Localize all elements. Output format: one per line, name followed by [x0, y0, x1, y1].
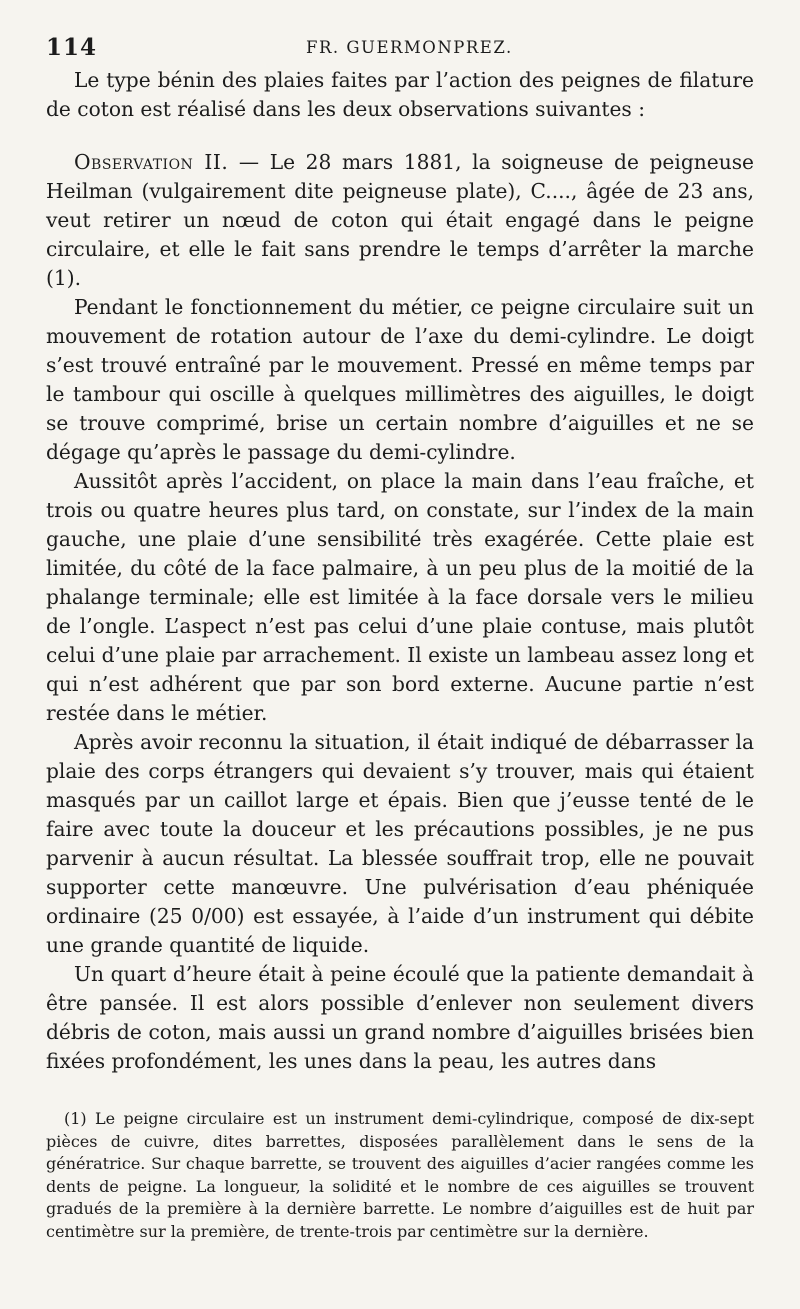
- observation-label: Observation II.: [74, 150, 229, 174]
- intro-paragraph: Le type bénin des plaies faites par l’action des peignes de filature de coton est réalisé dans les deux observations suivantes :: [46, 68, 754, 121]
- footnote-1: (1) Le peigne circulaire est un instrument demi-cylindrique, composé de dix-sept pièces de cuivre, dites barrettes, disposées parallèlement dans le sens de la génératrice. Sur chaque barrette, se trouvent des aiguilles d’acier rangées comme les dents de peigne. La longueur, la solidité et le nombre de ces aiguilles se trouvent gradués de la première à la dernière barrette. Le nombre d’aiguilles est de huit par centimètre sur la première, de trente-trois par centimètre sur la dernière.: [46, 1109, 754, 1241]
- paragraph-mechanism: Pendant le fonctionnement du métier, ce peigne circulaire suit un mouvement de rotation autour de l’axe du demi-cylindre. Le doigt s’est trouvé entraîné par le mouvement. Pressé en même temps par le tambour qui oscille à quelques millimètres des aiguilles, le doigt se trouve comprimé, brise un certain nombre d’aiguilles et ne se dégage qu’après le passage du demi-cylindre.: [46, 295, 754, 464]
- paragraph-treatment: Après avoir reconnu la situation, il était indiqué de débarrasser la plaie des corps étrangers qui devaient s’y trouver, mais qui étaient masqués par un caillot large et épais. Bien que j’eusse tenté de le faire avec toute la douceur et les précautions possibles, je ne pus parvenir à aucun résultat. La blessée souffrait trop, elle ne pouvait supporter cette manœuvre. Une pulvérisation d’eau phéniquée ordinaire (25 0/00) est essayée, à l’aide d’un instrument qui débite une grande quantité de liquide.: [46, 730, 754, 957]
- page-number: 114: [46, 34, 98, 61]
- observation-paragraph: [46, 148, 754, 293]
- paragraph-wound: Aussitôt après l’accident, on place la main dans l’eau fraîche, et trois ou quatre heures plus tard, on constate, sur l’index de la main gauche, une plaie d’une sensibilité très exagérée. Cette plaie est limitée, du côté de la face palmaire, à un peu plus de la moitié de la phalange terminale; elle est limitée à la face dorsale vers le milieu de l’ongle. L’aspect n’est pas celui d’une plaie contuse, mais plutôt celui d’une plaie par arrachement. Il existe un lambeau assez long et qui n’est adhérent que par son bord externe. Aucune partie n’est restée dans le métier.: [46, 469, 754, 725]
- page-header: [46, 30, 754, 66]
- paragraph-dressing: Un quart d’heure était à peine écoulé que la patiente demandait à être pansée. Il est alors possible d’enlever non seulement divers débris de coton, mais aussi un grand nombre d’aiguilles brisées bien fixées profondément, les unes dans la peau, les autres dans: [46, 962, 754, 1073]
- observation-text: — Le 28 mars 1881, la soigneuse de peigneuse Heilman (vulgairement dite peigneuse plate), C...., âgée de 23 ans, veut retirer un nœud de coton qui était engagé dans le peigne circulaire, et elle le fait sans prendre le temps d’arrêter la marche (1).: [46, 150, 755, 290]
- running-head: FR. GUERMONPREZ.: [306, 38, 513, 57]
- body-text: [46, 66, 754, 1076]
- footnotes: [46, 1108, 754, 1243]
